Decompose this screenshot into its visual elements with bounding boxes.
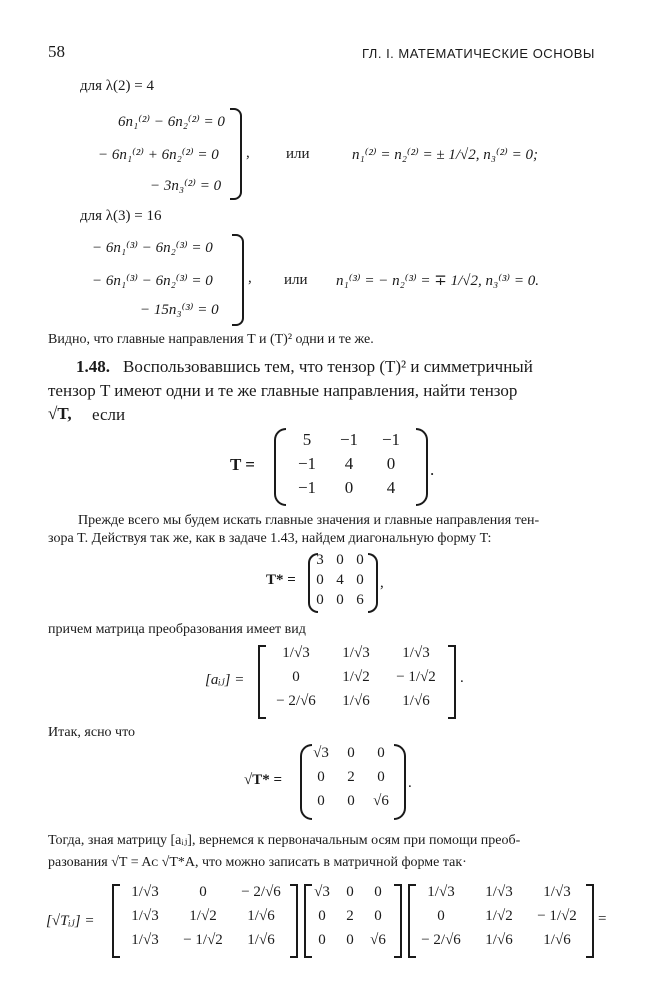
matrix-cell: 1/√3 xyxy=(131,908,159,924)
case2-comma: , xyxy=(246,145,250,161)
matrix-cell: 0 xyxy=(344,478,354,497)
matrix-cell: 0 xyxy=(292,669,300,685)
case3-comma: , xyxy=(248,270,252,286)
matrix-cell: 0 xyxy=(377,745,385,761)
matrix-cell: 6 xyxy=(356,592,364,608)
matrix-cell: 0 xyxy=(316,572,324,588)
matrix-cell: 0 xyxy=(356,552,364,568)
matrix-cell: 0 xyxy=(317,793,325,809)
matrix-cell: 1/√3 xyxy=(485,884,513,900)
matrix-cell: 0 xyxy=(336,592,344,608)
m2-right-bracket xyxy=(394,884,402,958)
matrix-cell: √3 xyxy=(314,884,330,900)
matrix-cell: 0 xyxy=(317,769,325,785)
matrix-cell: 1/√3 xyxy=(342,645,370,661)
matrix-T-label: T = xyxy=(230,455,255,474)
matrix-cell: 3 xyxy=(316,552,324,568)
matrix-cell: 0 xyxy=(336,552,344,568)
matrix-cell: − 2/√6 xyxy=(421,932,461,948)
matrix-cell: 0 xyxy=(377,769,385,785)
matrix-T-end: . xyxy=(430,460,435,479)
m3-right-bracket xyxy=(586,884,594,958)
case3-brace xyxy=(232,234,244,326)
matrix-cell: 4 xyxy=(336,572,344,588)
problem-line2: тензор T имеют одни и те же главные направления, найти тензор xyxy=(48,381,518,400)
page-number: 58 xyxy=(48,42,65,61)
matrix-cell: 0 xyxy=(347,793,355,809)
matrix-cell: − 1/√2 xyxy=(396,669,436,685)
matrix-cell: 4 xyxy=(344,454,354,473)
matrix-cell: 0 xyxy=(346,932,354,948)
case2-or: или xyxy=(286,146,310,162)
aij-right-bracket xyxy=(448,645,456,719)
matrix-cell: 0 xyxy=(374,884,382,900)
matrix-cell: √6 xyxy=(373,793,389,809)
matrix-cell: 0 xyxy=(346,884,354,900)
matrix-cell: −1 xyxy=(297,454,317,473)
matrix-cell: 1/√3 xyxy=(543,884,571,900)
matrix-cell: √6 xyxy=(370,932,386,948)
matrix-cell: 1/√3 xyxy=(402,645,430,661)
tstar-label: T* = xyxy=(266,572,296,588)
matrix-cell: − 1/√2 xyxy=(537,908,577,924)
case2-eq1: 6n₁⁽²⁾ − 6n₂⁽²⁾ = 0 xyxy=(118,114,225,130)
running-title: ГЛ. I. МАТЕМАТИЧЕСКИЕ ОСНОВЫ xyxy=(362,46,595,61)
matrix-cell: 1/√6 xyxy=(485,932,513,948)
tstar-end: , xyxy=(380,575,384,591)
case3-eq1: − 6n₁⁽³⁾ − 6n₂⁽³⁾ = 0 xyxy=(92,240,213,256)
matrix-T-right-paren xyxy=(416,428,428,506)
matrix-T-left-paren xyxy=(274,428,286,506)
matrix-cell: − 2/√6 xyxy=(276,693,316,709)
matrix-cell: −1 xyxy=(297,478,317,497)
solution-line2: зора T. Действуя так же, как в задаче 1.43, найдем диагональную форму T: xyxy=(48,531,492,546)
case2-label: для λ(2) = 4 xyxy=(80,78,154,94)
final-end: = xyxy=(598,911,607,927)
case2-result: n₁⁽²⁾ = n₂⁽²⁾ = ± 1/√2, n₃⁽²⁾ = 0; xyxy=(352,147,538,163)
aij-label: [aᵢⱼ] = xyxy=(205,672,245,688)
m1-right-bracket xyxy=(290,884,298,958)
problem-number: 1.48. xyxy=(76,357,110,376)
matrix-cell: 1/√2 xyxy=(189,908,217,924)
matrix-cell: 0 xyxy=(318,908,326,924)
matrix-cell: √3 xyxy=(313,745,329,761)
para2-line1: Тогда, зная матрицу [aᵢⱼ], вернемся к первоначальным осям при помощи преоб- xyxy=(48,833,521,848)
matrix-cell: 1/√3 xyxy=(282,645,310,661)
case3-label: для λ(3) = 16 xyxy=(80,208,162,224)
matrix-cell: 5 xyxy=(302,430,312,449)
final-label: [√Tᵢⱼ] = xyxy=(46,913,95,929)
case2-eq2: − 6n₁⁽²⁾ + 6n₂⁽²⁾ = 0 xyxy=(98,147,219,163)
matrix-cell: 1/√6 xyxy=(247,908,275,924)
matrix-cell: 1/√3 xyxy=(131,932,159,948)
transform-text: причем матрица преобразования имеет вид xyxy=(48,622,306,637)
conclusion-text: Видно, что главные направления T и (T)² одни и те же. xyxy=(48,332,374,347)
aij-end: . xyxy=(460,670,464,686)
para2-line2: разования √T = Aᴄ √T*A, что можно записать в матричной форме так· xyxy=(48,855,467,870)
matrix-cell: 4 xyxy=(386,478,396,497)
sqrt-tstar-label: √T* = xyxy=(244,772,283,788)
problem-line1: Воспользовавшись тем, что тензор (T)² и симметричный xyxy=(123,357,533,376)
solution-line1: Прежде всего мы будем искать главные значения и главные направления тен- xyxy=(78,513,540,528)
matrix-cell: 0 xyxy=(437,908,445,924)
matrix-cell: 0 xyxy=(318,932,326,948)
matrix-cell: 1/√3 xyxy=(427,884,455,900)
matrix-cell: −1 xyxy=(339,430,359,449)
matrix-cell: 1/√3 xyxy=(131,884,159,900)
problem-line3: если xyxy=(92,405,126,424)
matrix-cell: − 2/√6 xyxy=(241,884,281,900)
matrix-cell: 2 xyxy=(347,769,355,785)
sqrt-tstar-end: . xyxy=(408,775,412,791)
matrix-cell: 0 xyxy=(347,745,355,761)
matrix-cell: 1/√6 xyxy=(247,932,275,948)
matrix-cell: 0 xyxy=(199,884,207,900)
case2-brace xyxy=(230,108,242,200)
matrix-cell: 0 xyxy=(374,908,382,924)
matrix-cell: 1/√6 xyxy=(543,932,571,948)
matrix-cell: 1/√2 xyxy=(485,908,513,924)
aij-left-bracket xyxy=(258,645,266,719)
matrix-cell: 1/√2 xyxy=(342,669,370,685)
case3-or: или xyxy=(284,272,308,288)
case3-result: n₁⁽³⁾ = − n₂⁽³⁾ = ∓ 1/√2, n₃⁽³⁾ = 0. xyxy=(336,273,539,289)
itak-text: Итак, ясно что xyxy=(48,725,136,740)
case2-eq3: − 3n₃⁽²⁾ = 0 xyxy=(150,178,222,194)
matrix-cell: − 1/√2 xyxy=(183,932,223,948)
matrix-cell: −1 xyxy=(381,430,401,449)
sqrt-T-symbol: √T, xyxy=(48,404,72,423)
matrix-cell: 1/√6 xyxy=(342,693,370,709)
matrix-cell: 0 xyxy=(316,592,324,608)
case3-eq3: − 15n₃⁽³⁾ = 0 xyxy=(140,302,219,318)
matrix-cell: 1/√6 xyxy=(402,693,430,709)
matrix-cell: 0 xyxy=(356,572,364,588)
matrix-cell: 2 xyxy=(346,908,354,924)
matrix-cell: 0 xyxy=(386,454,396,473)
case3-eq2: − 6n₁⁽³⁾ − 6n₂⁽³⁾ = 0 xyxy=(92,273,213,289)
